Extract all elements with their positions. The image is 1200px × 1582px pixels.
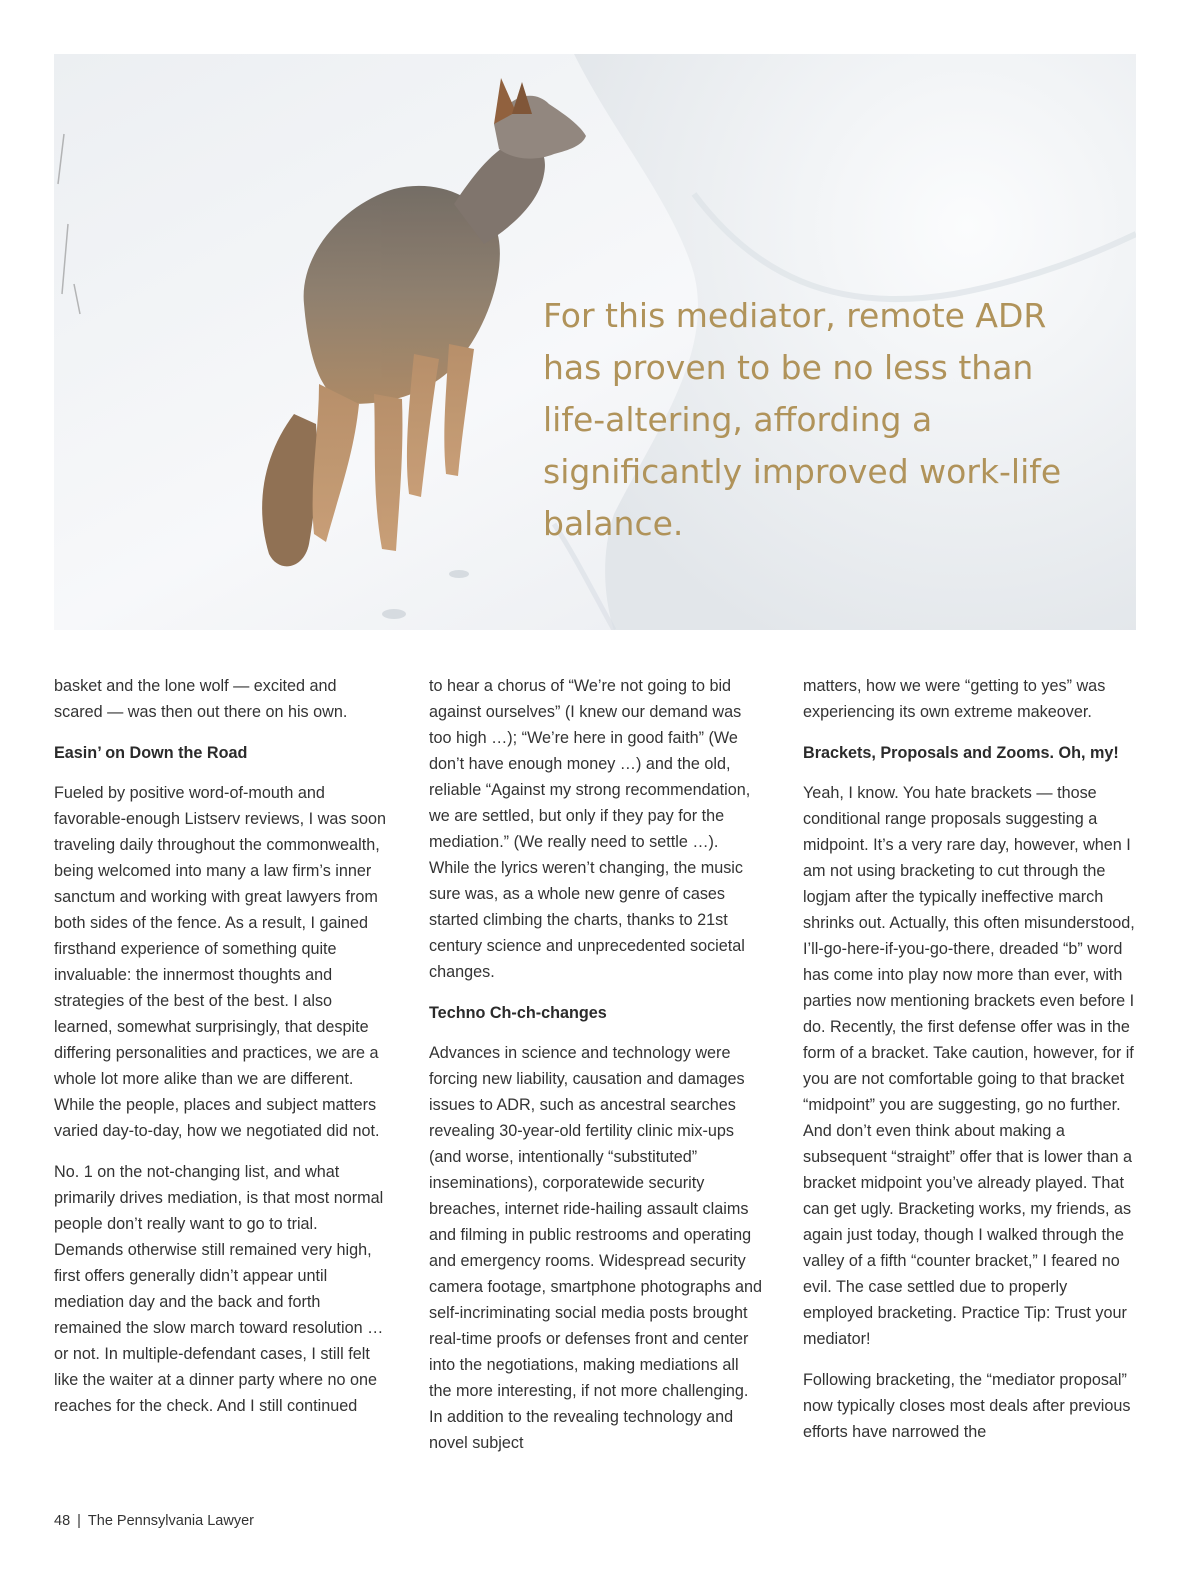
footprint (382, 609, 406, 619)
publication-name: The Pennsylvania Lawyer (87, 1513, 254, 1529)
footer-separator: | (77, 1513, 81, 1529)
pull-quote: For this mediator, remote ADR has proven to be no less than life-altering, affording a significantly improved work-life balance. (543, 296, 1062, 543)
paragraph: Fueled by positive word-of-mouth and favorable-enough Listserv reviews, I was soon traveling daily throughout the commonwealth, being welcomed into many a law firm’s inner sanctum and working with great lawyers from both sides of the fence. As a result, I gained firsthand experience of something quite invaluable: the innermost thoughts and strategies of the best of the best. I also learned, somewhat surprisingly, that despite differing personalities and practices, we are a whole lot more alike than we are different. While the people, places and subject matters varied day-to-day, how we negotiated did not. (54, 784, 387, 1140)
footprint (449, 570, 469, 578)
paragraph: matters, how we were “getting to yes” was experiencing its own extreme makeover. (803, 677, 1106, 721)
paragraph: Advances in science and technology were forcing new liability, causation and damages issues to ADR, such as ancestral searches revealing 30-year-old fertility clinic mix-ups (and worse, intentionally “substituted” inseminations), corporatewide security breaches, internet ride-hailing assault claims and filming in public restrooms and operating and emergency rooms. Widespread security camera footage, smartphone photographs and self-incriminating social media posts brought real-time proofs or defenses front and center into the negotiations, making mediations all the more interesting, if not more challenging. In addition to the revealing technology and novel subject (429, 1044, 762, 1452)
column-2 (429, 673, 763, 1471)
hero-image (54, 54, 1136, 630)
section-heading: Techno Ch-ch-changes (429, 1003, 607, 1022)
paragraph: basket and the lone wolf — excited and scared — was then out there on his own. (54, 677, 348, 721)
section-heading: Easin’ on Down the Road (54, 743, 248, 762)
page-number: 48 (54, 1513, 71, 1529)
paragraph: No. 1 on the not-changing list, and what primarily drives mediation, is that most normal people don’t really want to go to trial. Demands otherwise still remained very high, first offers generally didn’t appear until mediation day and the back and forth remained the slow march toward resolution … or not. In multiple-defendant cases, I still felt like the waiter at a dinner party where no one reaches for the check. And I still continued (54, 1162, 384, 1415)
paragraph: Following bracketing, the “mediator proposal” now typically closes most deals after previous efforts have narrowed the (803, 1370, 1131, 1441)
column-1 (54, 673, 388, 1433)
paragraph: Yeah, I know. You hate brackets — those conditional range proposals suggesting a midpoint. It’s a very rare day, however, when I am not using bracketing to cut through the logjam after the typically ineffective march shrinks out. Actually, this often misunderstood, I’ll-go-here-if-you-go-there, dreaded “b” word has come into play now more than ever, with parties now mentioning brackets even before I do. Recently, the first defense offer was in the form of a bracket. Take caution, however, for if you are not comfortable going to that bracket “midpoint” you are suggesting, go no further. And don’t even think about making a subsequent “straight” offer that is lower than a bracket midpoint you’ve already played. That can get ugly. Bracketing works, my friends, as again just today, though I walked through the valley of a fifth “counter bracket,” I feared no evil. The case settled due to properly employed bracketing. Practice Tip: Trust your mediator! (803, 784, 1135, 1348)
page-footer (54, 1511, 254, 1531)
section-heading: Brackets, Proposals and Zooms. Oh, my! (803, 743, 1119, 762)
column-3 (803, 673, 1137, 1459)
paragraph: to hear a chorus of “We’re not going to bid against ourselves” (I knew our demand was too high …); “We’re here in good faith” (We don’t have enough money …) and the old, reliable “Against my strong recommendation, we are settled, but only if they pay for the mediation.” (We really need to settle …). While the lyrics weren’t changing, the music sure was, as a whole new genre of cases started climbing the charts, thanks to 21st century science and unprecedented societal changes. (429, 677, 751, 981)
